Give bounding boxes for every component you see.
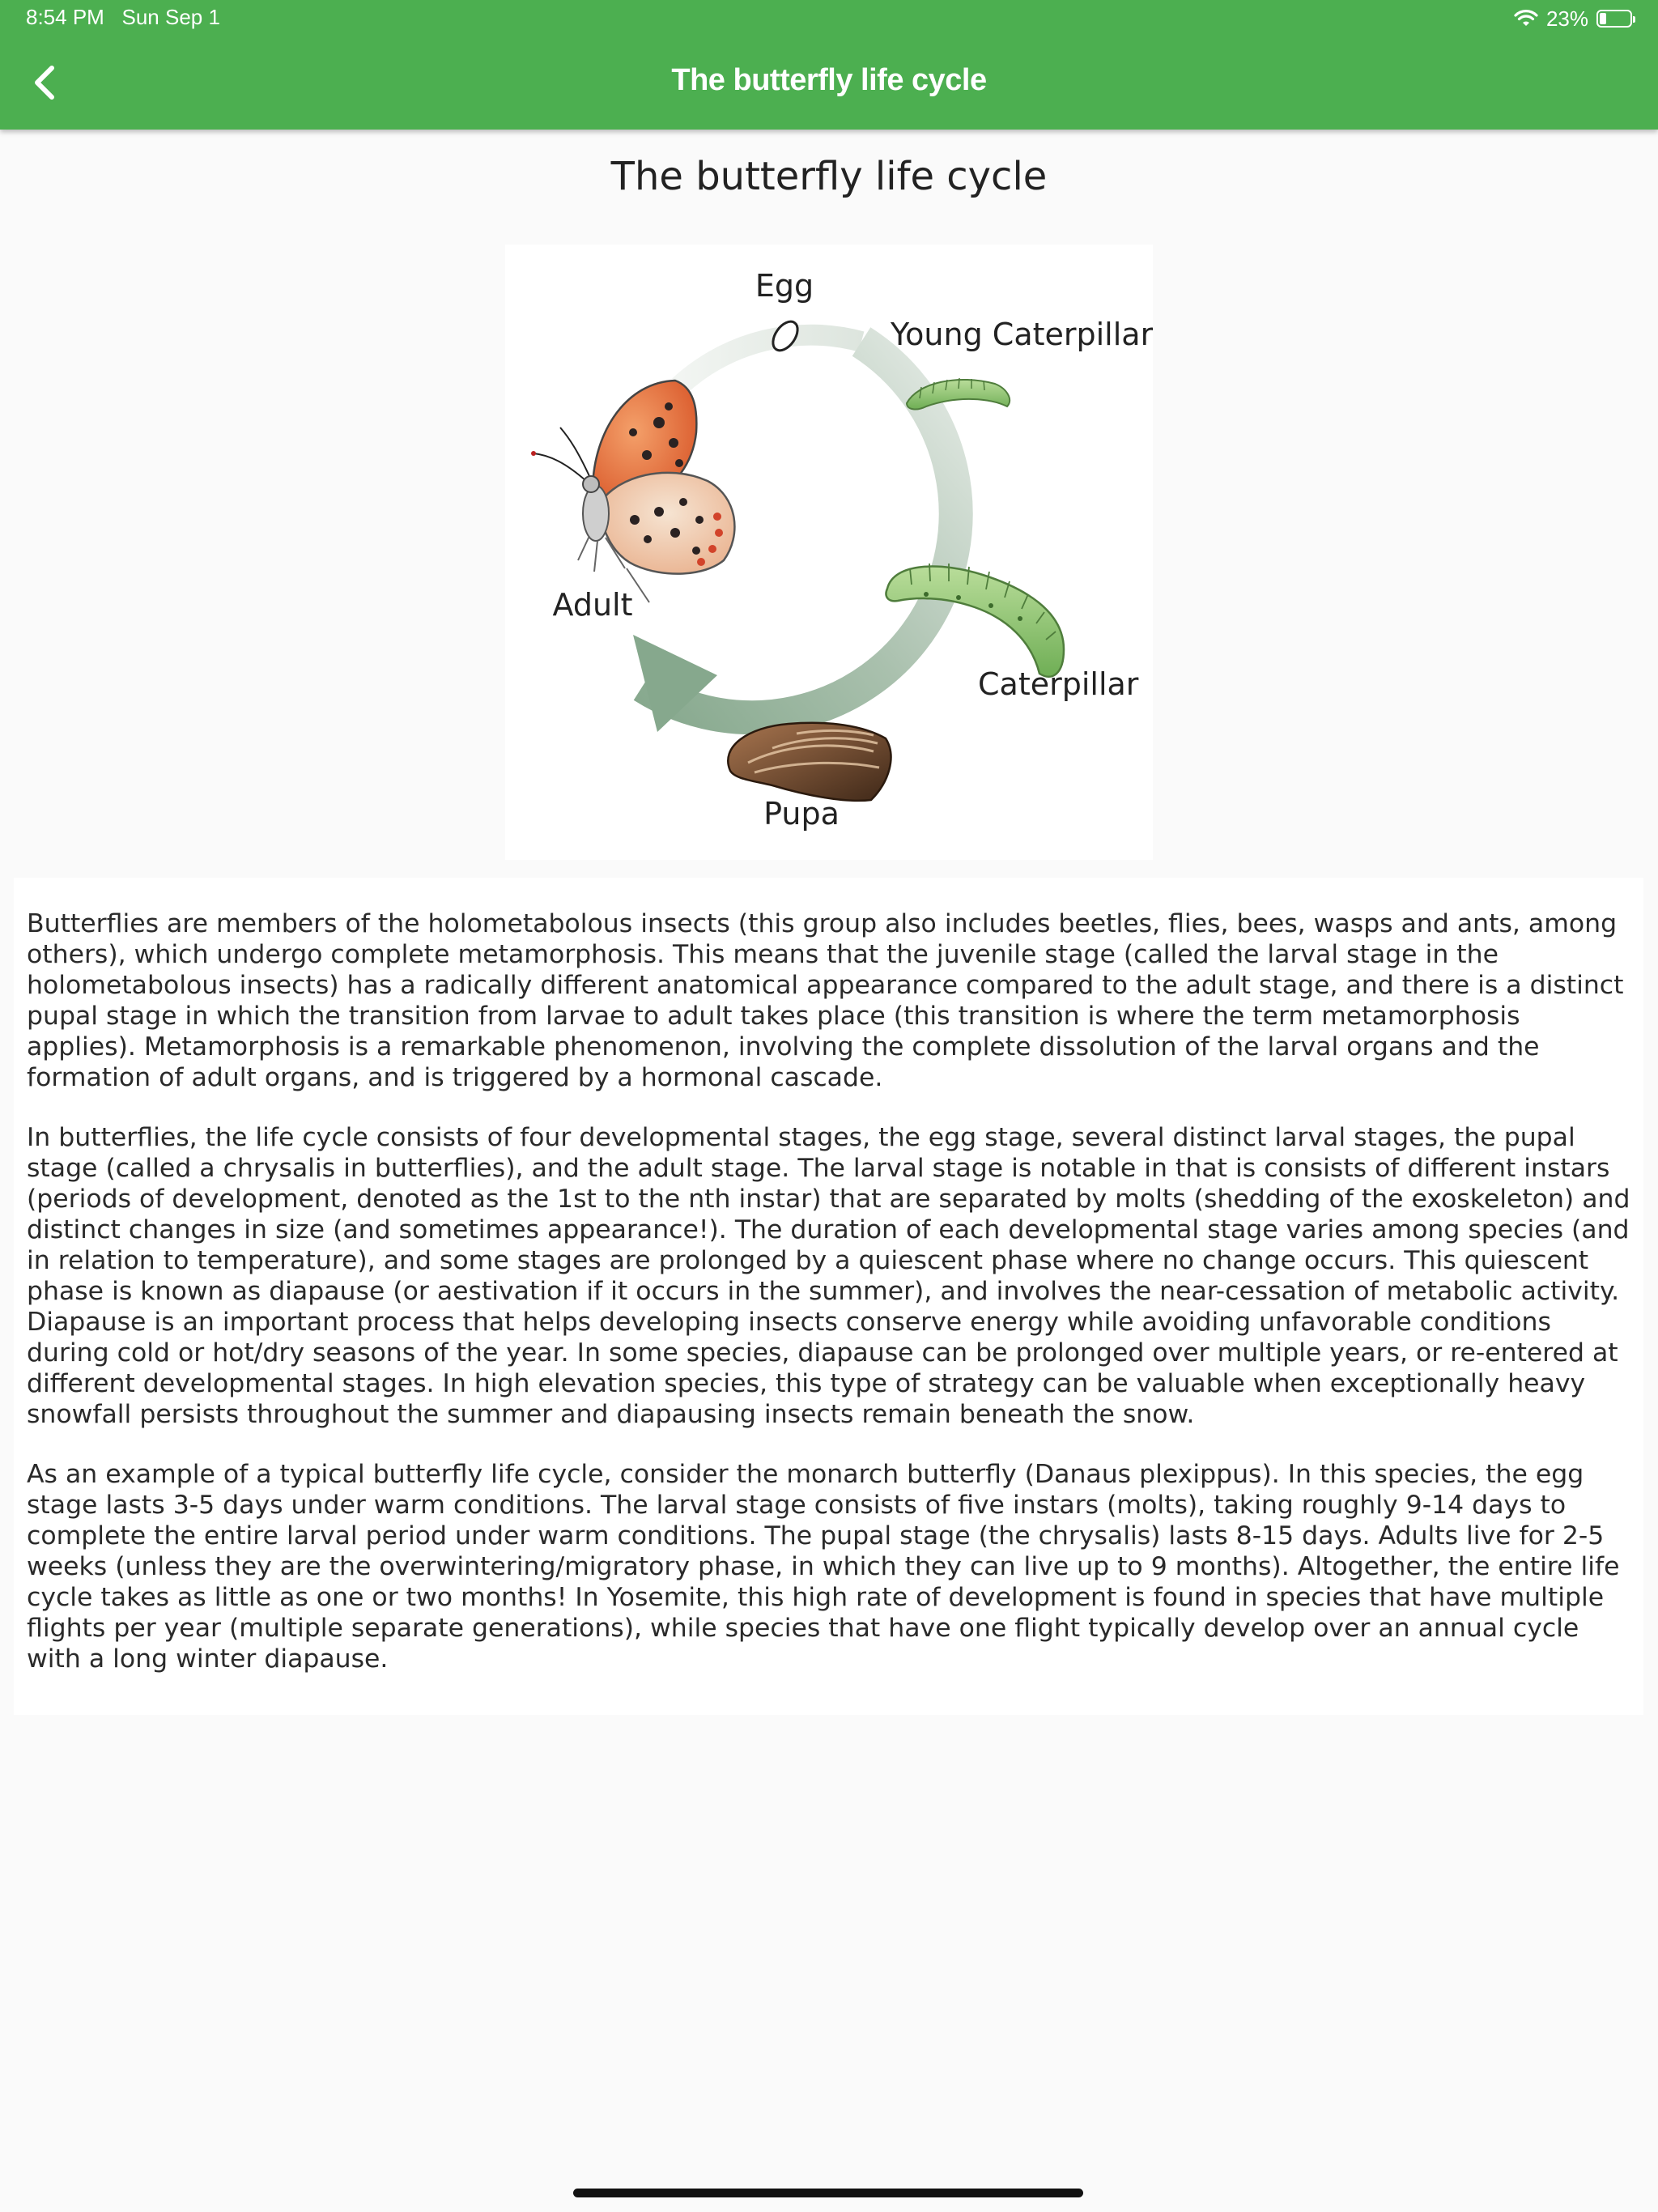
status-time-text: 8:54 PM xyxy=(26,5,104,29)
status-bar-right xyxy=(1514,5,1632,32)
article-paragraph: In butterflies, the life cycle consists of four developmental stages, the egg stage, several distinct larval stages, the pupal stage (called a chrysalis in butterflies), and the adult stage. The larval stage is notable in that is consists of different instars (periods of development, denoted as the 1st to the nth instar) that are separated by molts (shedding of the exoskeleton) and distinct changes in size (and sometimes appearance!). The duration of each developmental stage varies among species (and in relation to temperature), and some stages are prolonged by a quiescent phase where no change occurs. This quiescent phase is known as diapause (or aestivation if it occurs in the summer), and involves the near-cessation of metabolic activity. Diapause is an important process that helps developing insects conserve energy while avoiding unfavorable conditions during cold or hot/dry seasons of the year. In some species, diapause can be prolonged over multiple years, or re-entered at different developmental stages. In high elevation species, this type of strategy can be valuable when exceptionally heavy snowfall persists throughout the summer and diapausing insects remain beneath the snow. xyxy=(27,1123,1630,1429)
page-title: The butterfly life cycle xyxy=(610,154,1048,199)
battery-fill xyxy=(1600,13,1606,24)
app-header xyxy=(0,0,1658,130)
pupa-illustration xyxy=(728,723,891,801)
life-cycle-diagram xyxy=(505,245,1153,860)
cycle-arc-top xyxy=(679,335,861,386)
butterfly-illustration xyxy=(531,381,734,602)
caterpillar-label: Caterpillar xyxy=(978,666,1139,702)
home-indicator[interactable] xyxy=(573,2189,1083,2197)
article-paragraph: Butterflies are members of the holometabolous insects (this group also includes beetles, flies, bees, wasps and ants, among others), which undergo complete metamorphosis. This means that the juvenile stage (called the larval stage in the holometabolous insects) has a radically different anatomical appearance compared to the adult stage, and there is a distinct pupal stage in which the transition from larvae to adult takes place (this transition is where the term metamorphosis applies). Metamorphosis is a remarkable phenomenon, involving the complete dissolution of the larval organs and the formation of adult organs, and is triggered by a hormonal cascade. xyxy=(27,909,1624,1092)
status-date-text: Sun Sep 1 xyxy=(121,5,220,29)
article-body xyxy=(14,878,1643,1715)
article-paragraph: As an example of a typical butterfly life cycle, consider the monarch butterfly (Danaus plexippus). In this species, the egg stage lasts 3-5 days under warm conditions. The larval stage consists of five instars (molts), taking roughly 9-14 days to complete the entire larval period under warm conditions. The pupal stage (the chrysalis) lasts 8-15 days. Adults live for 2-5 weeks (unless they are the overwintering/migratory phase, in which they can live up to 9 months). Altogether, the entire life cycle takes as little as one or two months! In Yosemite, this high rate of development is found in species that have multiple flights per year (multiple separate generations), while species that have one flight typically develop over an annual cycle with a long winter diapause. xyxy=(27,1460,1620,1674)
wifi-icon xyxy=(1514,10,1538,28)
nav-title: The butterfly life cycle xyxy=(671,63,987,97)
adult-label: Adult xyxy=(552,587,633,623)
status-bar-time xyxy=(26,5,220,30)
egg-label: Egg xyxy=(755,268,814,304)
pupa-label: Pupa xyxy=(763,796,840,832)
life-cycle-figure xyxy=(505,245,1153,860)
battery-percent: 23% xyxy=(1545,6,1588,31)
battery-icon xyxy=(1596,10,1632,28)
young-caterpillar-label: Young Caterpillar xyxy=(891,317,1153,352)
